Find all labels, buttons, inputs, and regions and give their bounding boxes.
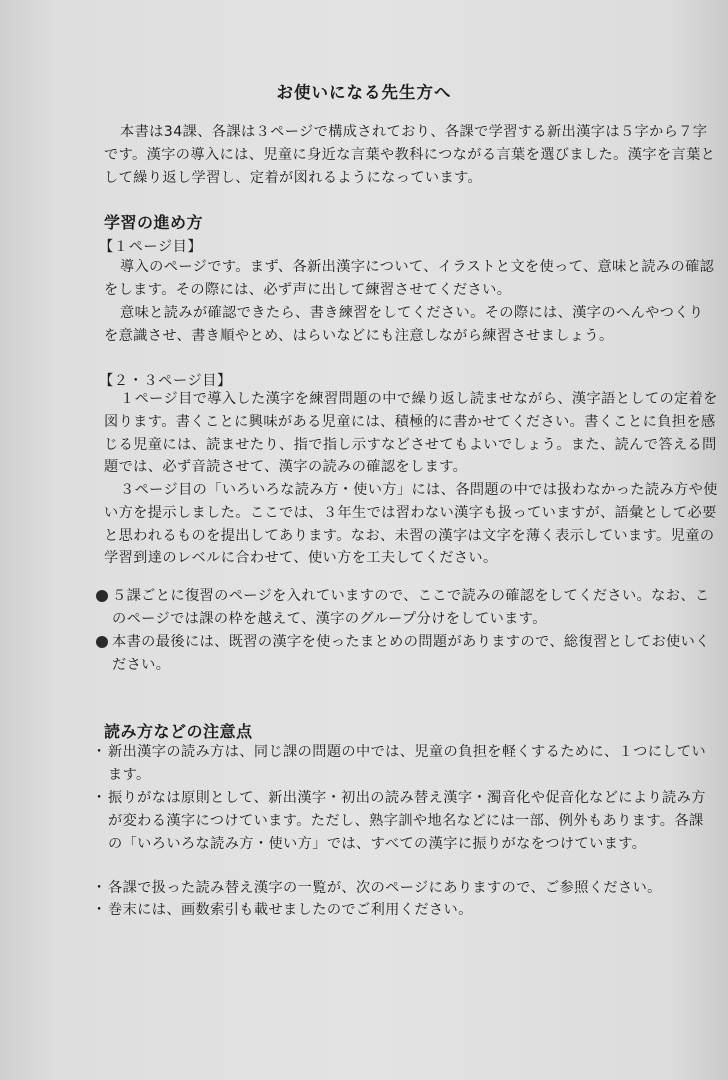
middle-dot-icon: ・	[92, 744, 107, 760]
middle-dot-icon: ・	[92, 902, 107, 918]
section-heading-reading-notes: 読み方などの注意点	[104, 722, 253, 741]
section-heading-study-method: 学習の進め方	[104, 213, 204, 232]
note-text-1: 新出漢字の読み方は、同じ課の問題の中では、児童の負担を軽くするために、１つにしています。	[108, 744, 707, 783]
bullet-circle-icon	[96, 590, 108, 602]
page1-paragraph-1: 導入のページです。まず、各新出漢字について、イラストと文を使って、意味と読みの確認をします。その際には、必ず声に出して練習させてください。	[104, 259, 715, 298]
bullet-circle-icon	[96, 636, 108, 648]
page1-paragraph-2: 意味と読みが確認できたら、書き練習をしてください。その際には、漢字のへんやつくりを意識させ、書き順やとめ、はらいなどにも注意しながら練習させましょう。	[104, 305, 704, 344]
bullet-text-1: ５課ごとに復習のページを入れていますので、ここで読みの確認をしてください。なお、このページでは課の枠を越えて、漢字のグループ分けをしています。	[112, 588, 710, 627]
page23-paragraph-2: ３ページ目の「いろいろな読み方・使い方」には、各問題の中では扱わなかった読み方や使い方を提示しました。ここでは、３年生では習わない漢字も扱っていますが、語彙として必要と思われるものを提出してあります。なお、未習の漢字は文字を薄く表示しています。児童の学習到達のレベルに合わせて、使い方を工夫してください。	[104, 482, 718, 567]
bullet-text-2: 本書の最後には、既習の漢字を使ったまとめの問題がありますので、総復習としてお使いください。	[112, 634, 710, 673]
note-text-4: 巻末には、画数索引も載せましたのでご利用ください。	[108, 902, 473, 918]
page1-label: 【１ページ目】	[99, 239, 203, 255]
intro-paragraph: 本書は34課、各課は３ページで構成されており、各課で学習する新出漢字は５字から７字です。漢字の導入には、児童に身近な言葉や教科につながる言葉を選びました。漢字を言葉として繰り返し学習し、定着が図れるようになっています。	[104, 124, 716, 186]
note-item	[92, 877, 718, 900]
note-item	[92, 787, 718, 855]
page23-label: 【２・３ページ目】	[99, 373, 232, 389]
note-text-2: 振りがなは原則として、新出漢字・初出の読み替え漢字・濁音化や促音化などにより読み方が変わる漢字につけています。ただし、熟字訓や地名などには一部、例外もあります。各課の「いろいろな読み方・使い方」では、すべての漢字に振りがなをつけています。	[108, 790, 706, 852]
note-item	[92, 899, 718, 922]
note-text-3: 各課で扱った読み替え漢字の一覧が、次のページにありますので、ご参照ください。	[108, 880, 662, 896]
note-item	[92, 741, 718, 787]
bullet-item	[96, 631, 720, 677]
middle-dot-icon: ・	[92, 880, 107, 896]
middle-dot-icon: ・	[92, 790, 107, 806]
bullet-item	[96, 585, 720, 631]
page23-paragraph-1: １ページ目で導入した漢字を練習問題の中で繰り返し読ませながら、漢字語としての定着を図ります。書くことに興味がある児童には、積極的に書かせてください。書くことに負担を感じる児童には、読ませたり、指で指し示すなどさせてもよいでしょう。また、読んで答える問題では、必ず音読させて、漢字の読みの確認をします。	[104, 391, 718, 476]
page-title: お使いになる先生方へ	[276, 83, 452, 102]
